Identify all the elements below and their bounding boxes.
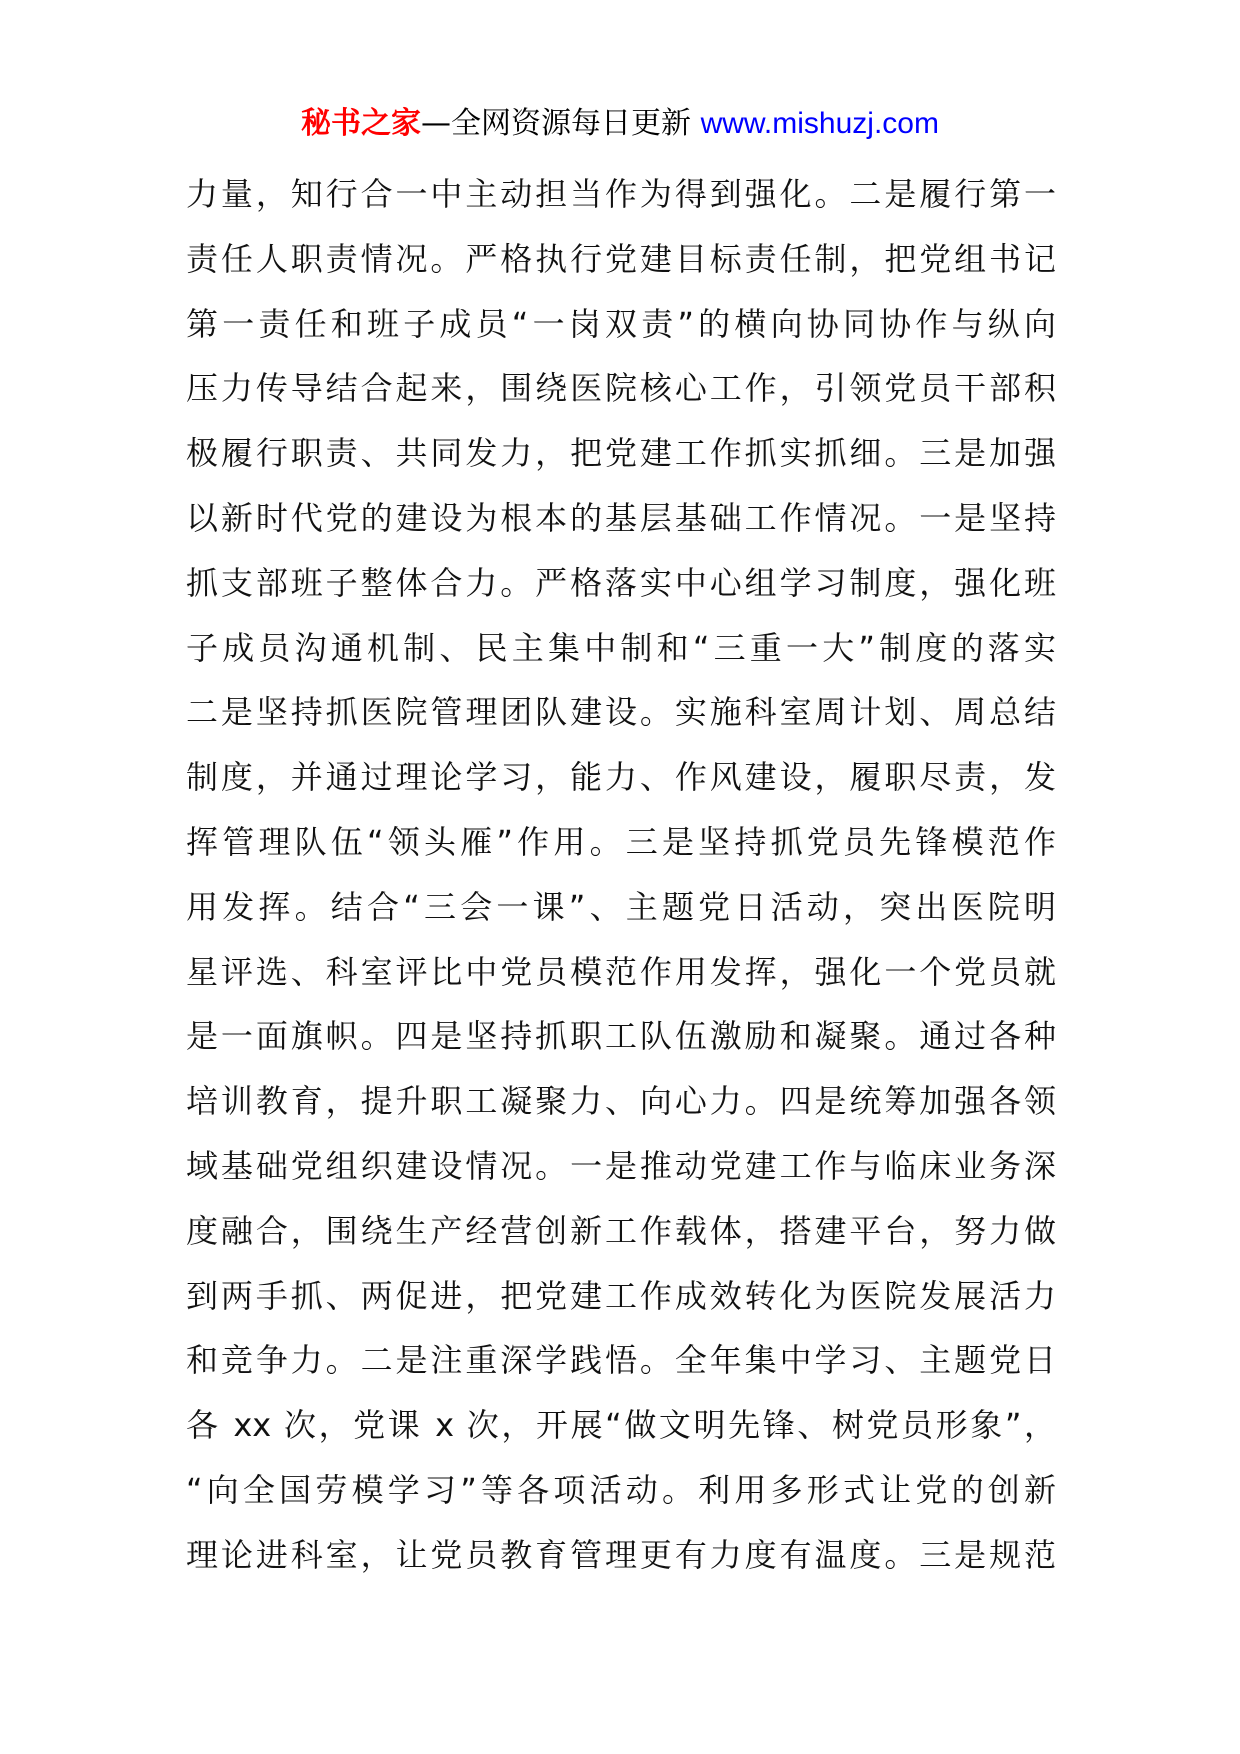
text-line: 压力传导结合起来，围绕医院核心工作，引领党员干部积 [186,369,1056,408]
text-line: 域基础党组织建设情况。一是推动党建工作与临床业务深 [186,1146,1056,1185]
site-url-link[interactable]: www.mishuzj.com [700,107,939,140]
text-line: 度融合，围绕生产经营创新工作载体，搭建平台，努力做 [186,1211,1056,1250]
text-line: 星评选、科室评比中党员模范作用发挥，强化一个党员就 [186,952,1056,991]
text-line: 各 xx 次，党课 x 次，开展“做文明先锋、树党员形象”， [186,1406,1056,1445]
text-line: 到两手抓、两促进，把党建工作成效转化为医院发展活力 [186,1276,1056,1315]
text-line: 用发挥。结合“三会一课”、主题党日活动，突出医院明 [186,887,1056,926]
text-line: 二是坚持抓医院管理团队建设。实施科室周计划、周总结 [186,693,1056,732]
text-line: 和竞争力。二是注重深学践悟。全年集中学习、主题党日 [186,1341,1056,1380]
text-line: “向全国劳模学习”等各项活动。利用多形式让党的创新 [186,1470,1056,1509]
text-line: 是一面旗帜。四是坚持抓职工队伍激励和凝聚。通过各种 [186,1017,1056,1056]
text-line: 培训教育，提升职工凝聚力、向心力。四是统筹加强各领 [186,1082,1056,1121]
text-line: 挥管理队伍“领头雁”作用。三是坚持抓党员先锋模范作 [186,822,1056,861]
document-body [186,162,1056,1588]
text-line: 第一责任和班子成员“一岗双责”的横向协同协作与纵向 [186,304,1056,343]
text-line: 以新时代党的建设为根本的基层基础工作情况。一是坚持 [186,498,1056,537]
text-line: 极履行职责、共同发力，把党建工作抓实抓细。三是加强 [186,434,1056,473]
text-line: 力量，知行合一中主动担当作为得到强化。二是履行第一 [186,175,1056,213]
text-line: 理论进科室，让党员教育管理更有力度有温度。三是规范 [186,1535,1056,1574]
text-line: 责任人职责情况。严格执行党建目标责任制，把党组书记 [186,239,1056,278]
text-line: 制度，并通过理论学习，能力、作风建设，履职尽责，发 [186,758,1056,797]
page-header [0,102,1240,146]
brand-name: 秘书之家 [301,106,422,141]
header-tagline: —全网资源每日更新 [421,106,692,141]
text-line: 子成员沟通机制、民主集中制和“三重一大”制度的落实 [186,628,1056,667]
text-line: 抓支部班子整体合力。严格落实中心组学习制度，强化班 [186,563,1056,602]
